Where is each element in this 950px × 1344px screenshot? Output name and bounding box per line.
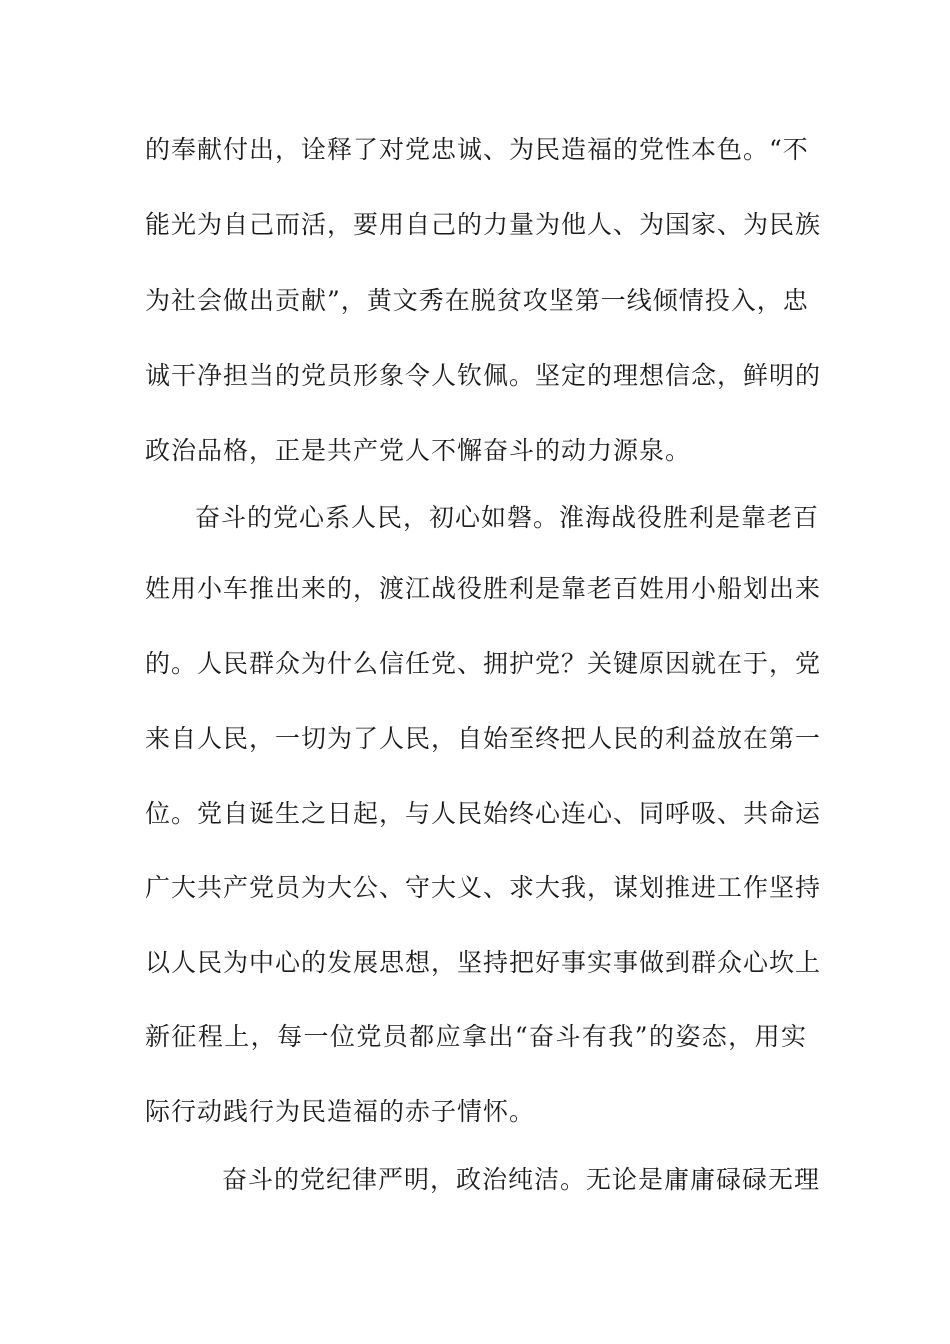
- text-line: 的奉献付出，诠释了对党忠诚、为民造福的党性本色。“不: [145, 135, 809, 164]
- text-line: 新征程上，每一位党员都应拿出“奋斗有我”的姿态，用实: [145, 1022, 807, 1051]
- text-line: 能光为自己而活，要用自己的力量为他人、为国家、为民族: [145, 210, 822, 239]
- text-line: 以人民为中心的发展思想，坚持把好事实事做到群众心坎上: [145, 948, 822, 977]
- paragraph-first-line: 奋斗的党心系人民，初心如磐。淮海战役胜利是靠老百: [195, 503, 820, 532]
- text-line: 来自人民，一切为了人民，自始至终把人民的利益放在第一: [145, 724, 822, 753]
- text-line: 政治品格，正是共产党人不懈奋斗的动力源泉。: [145, 436, 692, 465]
- text-line: 的。人民群众为什么信任党、拥护党？关键原因就在于，党: [145, 649, 822, 678]
- text-line: 广大共产党员为大公、守大义、求大我，谋划推进工作坚持: [145, 873, 822, 902]
- text-line: 际行动践行为民造福的赤子情怀。: [145, 1097, 536, 1126]
- text-line: 为社会做出贡献”，黄文秀在脱贫攻坚第一线倾情投入，忠: [145, 286, 809, 315]
- text-line: 位。党自诞生之日起，与人民始终心连心、同呼吸、共命运: [145, 799, 822, 828]
- text-line: 姓用小车推出来的，渡江战役胜利是靠老百姓用小船划出来: [145, 574, 822, 603]
- paragraph-first-line: 奋斗的党纪律严明，政治纯洁。无论是庸庸碌碌无理: [222, 1165, 821, 1194]
- text-line: 诚干净担当的党员形象令人钦佩。坚定的理想信念，鲜明的: [145, 361, 822, 390]
